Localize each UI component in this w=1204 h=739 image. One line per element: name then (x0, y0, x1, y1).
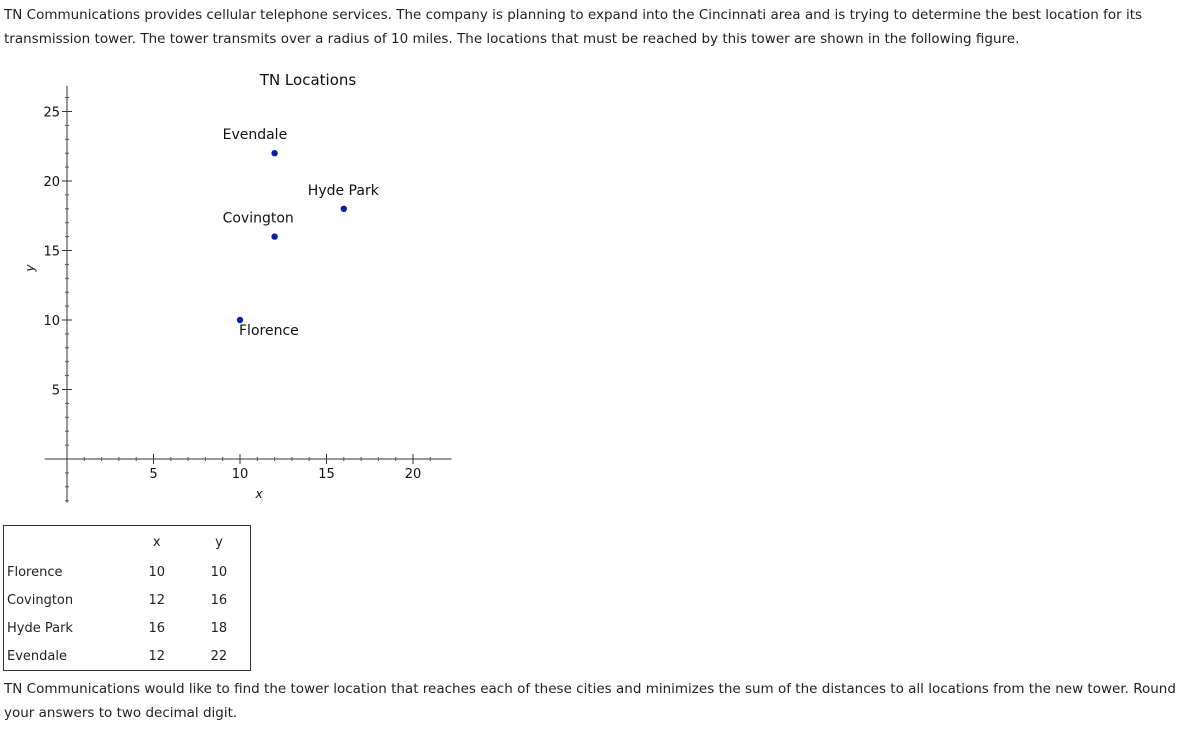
x-tick-label: 20 (404, 467, 422, 482)
x-tick-label: 10 (231, 467, 249, 482)
y-axis-label: y (23, 264, 37, 272)
x-tick-label: 5 (149, 467, 158, 482)
y-tick-label: 25 (43, 105, 60, 121)
location-name: Covington (7, 592, 74, 608)
y-tick-label: 20 (43, 175, 60, 190)
location-x: 16 (148, 620, 166, 636)
locations-table (3, 525, 251, 671)
problem-intro-text: TN Communications provides cellular telephone services. The company is planning to expand into the Cincinnati area and is trying to determine the best location for its transmission tower. The tower transmits over a radius of 10 miles. The locations that must be reached by this tower are shown in the following figure. (4, 7, 1143, 47)
location-x: 12 (148, 648, 166, 664)
location-point (271, 233, 277, 239)
axis-ticks (43, 98, 430, 501)
y-tick-label: 10 (43, 314, 60, 329)
location-name: Hyde Park (7, 620, 73, 636)
table-row (4, 642, 251, 671)
y-tick-label: 15 (43, 244, 60, 260)
data-points (223, 127, 380, 339)
location-y: 18 (210, 620, 228, 636)
axes (45, 86, 452, 503)
location-label: Covington (222, 210, 294, 227)
y-tick-label: 5 (51, 383, 60, 399)
table-header-y: y (215, 534, 223, 550)
location-y: 16 (210, 592, 228, 608)
location-label: Hyde Park (307, 182, 379, 199)
table-row (4, 586, 251, 614)
location-point (271, 150, 277, 156)
location-name: Evendale (7, 648, 67, 664)
x-axis-label: x (255, 487, 263, 501)
locations-scatter-plot (0, 60, 470, 510)
location-name: Florence (7, 564, 63, 580)
table-header-row (4, 526, 251, 559)
location-label: Evendale (222, 127, 288, 144)
location-x: 12 (148, 592, 166, 608)
table-row (4, 558, 251, 586)
problem-question-text: TN Communications would like to find the tower location that reaches each of these cities and minimizes the sum of the distances to all locations from the new tower. Round your answers to two decimal digit. (4, 681, 1176, 721)
x-tick-label: 15 (318, 467, 335, 482)
location-label: Florence (239, 323, 299, 339)
table-header-x: x (152, 534, 161, 550)
table-header-cell (4, 526, 126, 559)
location-y: 22 (210, 648, 228, 664)
table-row (4, 614, 251, 642)
location-y: 10 (210, 564, 228, 580)
location-x: 10 (148, 564, 166, 580)
location-point (341, 206, 347, 212)
chart-title: TN Locations (259, 71, 357, 89)
